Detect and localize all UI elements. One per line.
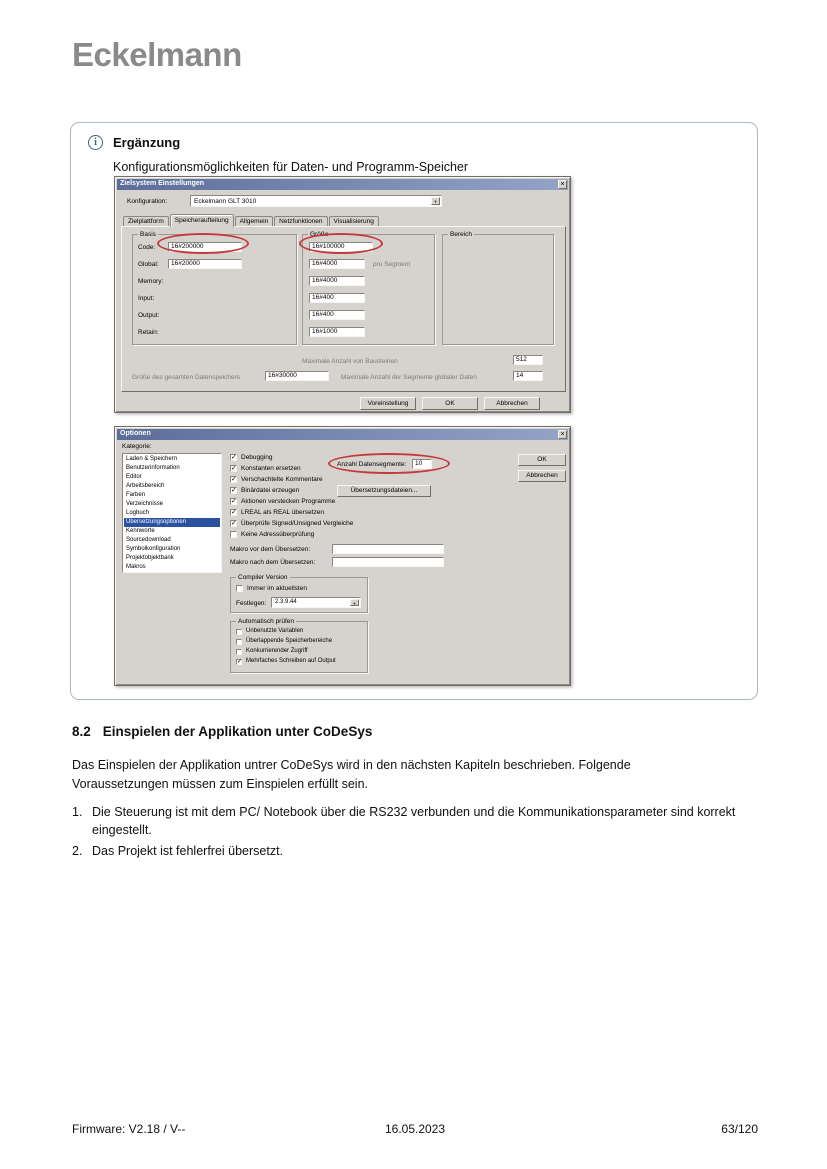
macro-after-label: Makro nach dem Übersetzen: [230,559,316,566]
section-paragraph: Das Einspielen der Applikation untrer CoDeSys wird in den nächsten Kapiteln beschrieben. Folgende Voraussetzungen müssen zum Einspielen erfüllt sein. [72,758,631,791]
checkbox[interactable] [236,649,242,655]
memory-row [133,293,296,310]
checkbox[interactable] [236,585,243,592]
bereich-legend: Bereich [450,231,473,238]
memory-size-field[interactable]: 16#4000 [309,259,365,269]
kategorie-item[interactable]: Benutzerinformation [126,465,180,471]
kategorie-list [122,453,222,573]
note-title: Ergänzung [113,135,181,150]
memory-size-field[interactable]: 16#1000 [309,327,365,337]
uebersetzungsdateien-button[interactable]: Übersetzungsdateien... [337,485,431,497]
footer-date: 16.05.2023 [384,1122,446,1136]
chevron-down-icon[interactable]: ▼ [350,599,359,606]
kategorie-item[interactable]: Symbolkonfiguration [126,546,181,552]
memory-size-row [303,327,434,344]
kategorie-item[interactable]: Übersetzungsoptionen [124,518,220,527]
checkbox[interactable]: ✓ [231,465,237,472]
kategorie-item[interactable]: Laden & Speichern [126,456,178,462]
dialog-button[interactable]: Abbrechen [518,470,566,482]
checkbox-row[interactable] [230,497,390,508]
kategorie-item[interactable]: Kennworte [126,528,155,534]
kategorie-item[interactable]: Farben [126,492,146,498]
memory-row-label: Retain: [138,329,159,336]
bereich-group [442,231,554,345]
compiler-version-group [230,574,368,613]
tab[interactable]: Zielplattform [123,216,169,227]
dialog-titlebar[interactable] [117,179,568,190]
kategorie-label: Kategorie: [122,443,152,450]
checkbox-row[interactable] [236,648,365,658]
list-item-number: 1. [72,805,83,819]
checkbox-label: Binärdatei erzeugen [241,487,300,494]
checkbox-label: Verschachtelte Kommentare [241,476,323,483]
checkbox-label: Mehrfaches Schreiben auf Output [246,658,336,664]
kategorie-item[interactable]: Verzeichnisse [126,501,164,507]
max-bausteine-field[interactable]: 512 [513,355,543,365]
checkbox-row[interactable] [230,519,390,530]
eckelmann-logo: Eckelmann [72,36,242,73]
kategorie-item[interactable]: Sourcedownload [126,537,171,543]
memory-row-label: Output: [138,312,160,319]
groesse-legend: Größe [310,231,329,238]
memory-row [133,310,296,327]
dialog-button[interactable]: Abbrechen [484,397,540,410]
macro-after-input[interactable] [332,557,444,567]
checkbox[interactable]: ✓ [231,454,237,461]
checkbox-row[interactable] [236,658,365,668]
dialog-button[interactable]: OK [518,454,566,466]
memory-size-field[interactable]: 16#400 [309,293,365,303]
checkbox[interactable]: ✓ [231,487,237,494]
checkbox-row[interactable] [230,508,390,519]
dialog-titlebar[interactable] [117,429,568,440]
konfiguration-value: Eckelmann GLT 3010 [194,197,257,205]
memory-row [133,259,296,276]
max-bausteine-label: Maximale Anzahl von Bausteinen [302,358,398,365]
festlegen-label: Festlegen: [236,600,267,607]
compiler-version-select[interactable] [271,597,361,608]
tab[interactable]: Visualisierung [329,216,379,227]
checkbox-row[interactable] [230,530,390,541]
memory-base-field[interactable]: 16#200000 [168,242,242,252]
konfiguration-label: Konfiguration: [127,198,168,205]
checkbox-row[interactable] [236,628,365,638]
compiler-version-legend: Compiler Version [238,574,288,581]
dialog-button[interactable]: OK [422,397,478,410]
checkbox-label: Überprüfe Signed/Unsigned Vergleiche [241,520,354,527]
tab[interactable]: Netzfunktionen [274,216,327,227]
list-item [72,842,762,860]
groesse-rows [303,242,434,344]
footer [72,1122,758,1136]
memory-size-field[interactable]: 16#100000 [309,242,373,252]
compiler-version-value: 2.3.9.44 [275,599,297,605]
tab[interactable]: Allgemein [235,216,274,227]
dialog-buttons [518,454,566,482]
dialog-title: Zielsystem Einstellungen [120,180,205,187]
checkbox-label: Konstanten ersetzen [241,465,301,472]
note-box [70,122,758,700]
memory-size-row [303,293,434,310]
memory-size-row [303,310,434,327]
max-segmente-label: Maximale Anzahl der Segmente globaler Daten [341,374,477,381]
section-heading [72,724,762,739]
checkbox-label: LREAL als REAL übersetzen [241,509,324,516]
checkbox[interactable] [236,639,242,645]
close-icon[interactable]: × [558,430,567,439]
checkbox-label: Konkurrierender Zugriff [246,648,308,654]
datensegmente-field[interactable]: 10 [412,459,432,469]
memory-size-field[interactable]: 16#400 [309,310,365,320]
kategorie-item[interactable]: Logbuch [126,510,150,516]
tab[interactable]: Speicheraufteilung [170,214,234,227]
section-number: 8.2 [72,724,91,739]
max-segmente-field[interactable]: 14 [513,371,543,381]
datenspeicher-label: Größe des gesamten Datenspeichers [132,374,241,381]
memory-size-field[interactable]: 16#4000 [309,276,365,286]
automatisch-pruefen-legend: Automatisch prüfen [238,618,295,625]
kategorie-item[interactable]: Projektobjektbank [126,555,174,561]
automatisch-pruefen-group [230,618,368,673]
dialog-buttons [360,397,540,410]
checkbox[interactable]: ✓ [231,476,237,483]
footer-page-number: 63/120 [721,1122,758,1136]
macro-before-input[interactable] [332,544,444,554]
kategorie-item[interactable]: Arbeitsbereich [126,483,165,489]
memory-size-row [303,242,434,259]
memory-row [133,242,296,259]
dialog-title: Optionen [120,430,151,437]
macro-before-label: Makro vor dem Übersetzen: [230,546,311,553]
list-item [72,803,762,839]
konfiguration-select[interactable] [190,195,442,207]
compiler-latest-row[interactable] [236,584,361,595]
list-item-number: 2. [72,844,83,858]
memory-row-label: Global: [138,261,159,268]
section-title: Einspielen der Applikation unter CoDeSys [102,724,373,739]
memory-row [133,327,296,344]
ordered-list [72,803,762,860]
datensegmente-label: Anzahl Datensegmente: [337,461,407,468]
kategorie-item[interactable]: Makros [126,564,146,570]
basis-group [132,231,297,345]
basis-legend: Basis [140,231,156,238]
memory-base-field[interactable]: 16#20000 [168,259,242,269]
zielsystem-dialog-screenshot [114,176,571,413]
checkbox[interactable]: ✓ [231,509,237,516]
optionen-dialog-screenshot [114,426,571,686]
checkbox[interactable]: ✓ [231,498,237,505]
checkbox[interactable] [230,531,237,538]
checkbox-label: Aktionen verstecken Programme [241,498,336,505]
footer-firmware: Firmware: V2.18 / V-- [72,1122,186,1136]
memory-size-row [303,276,434,293]
memory-size-row [303,259,434,276]
checkbox-label: Unbenutzte Variablen [246,628,304,634]
memory-row-label: Input: [138,295,155,302]
list-item-text: Die Steuerung ist mit dem PC/ Notebook über die RS232 verbunden und die Kommunikationsparameter sind korrekt eingestellt. [92,805,736,837]
check-options [236,628,365,668]
checkbox[interactable]: ✓ [237,659,243,665]
checkbox-label: Keine Adressüberprüfung [241,531,315,538]
memory-size-suffix: pro Segment [373,261,411,268]
list-item-text: Das Projekt ist fehlerfrei übersetzt. [92,844,284,858]
kategorie-item[interactable]: Editor [126,474,142,480]
checkbox-row[interactable] [236,638,365,648]
checkbox[interactable]: ✓ [231,520,237,527]
compiler-latest-label: Immer im aktuellsten [247,585,307,592]
section-8-2 [72,724,762,863]
memory-row-label: Code: [138,244,156,251]
checkbox[interactable] [236,629,242,635]
close-icon[interactable]: × [558,180,567,189]
checkbox-label: Debugging [241,454,273,461]
note-text: Konfigurationsmöglichkeiten für Daten- und Programm-Speicher [113,160,469,174]
info-icon: i [88,135,103,150]
memory-row [133,276,296,293]
dialog-button[interactable]: Voreinstellung [360,397,416,410]
chevron-down-icon[interactable]: ▼ [431,197,440,205]
memory-row-label: Memory: [138,278,164,285]
groesse-group [302,231,435,345]
checkbox-label: Überlappende Speicherbereiche [246,638,333,644]
datenspeicher-field[interactable]: 16#30000 [265,371,329,381]
basis-rows [133,242,296,344]
